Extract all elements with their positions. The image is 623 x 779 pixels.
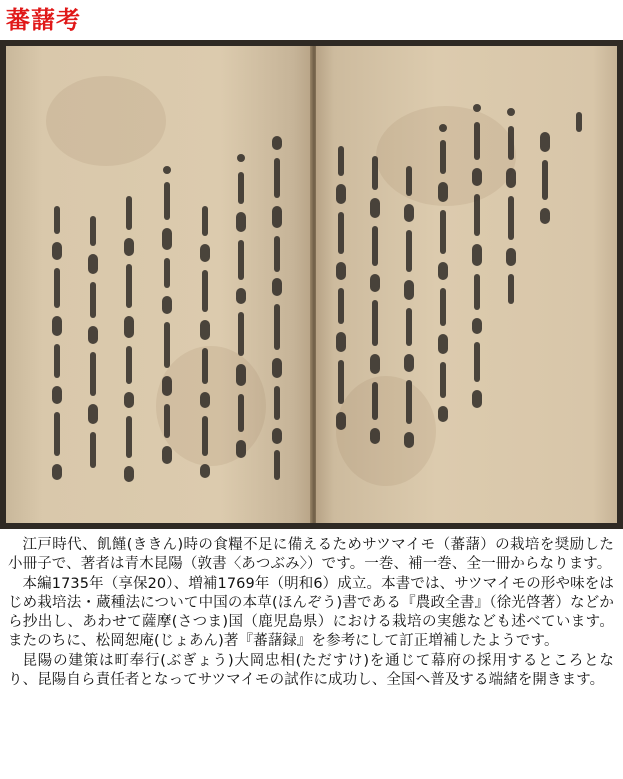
book-photo bbox=[0, 40, 623, 529]
page-title: 蕃藷考 bbox=[6, 6, 81, 34]
description-paragraph: 江戸時代、飢饉(ききん)時の食糧不足に備えるためサツマイモ（蕃藷）の栽培を奨励した小冊子で、著者は青木昆陽（敦書〈あつぶみ〉）です。一巻、補一巻、全一冊からなります。 bbox=[8, 537, 615, 573]
description-paragraph: 本編1735年（享保20）、増補1769年（明和6）成立。本書では、サツマイモの形や味をはじめ栽培法・蔵種法について中国の本草(ほんぞう)書である『農政全書』（徐光啓著）などから抄出し、あわせて薩摩(さつま)国（鹿児島県）における栽培の実態なども述べています。またのちに、松岡恕庵(じょあん)著『蕃藷録』を参考にして訂正増補したようです。 bbox=[8, 575, 614, 650]
left-page bbox=[6, 46, 312, 523]
description-paragraph: 昆陽の建策は町奉行(ぶぎょう)大岡忠相(ただすけ)を通じて幕府の採用するところとなり、昆陽自ら責任者となってサツマイモの試作に成功し、全国へ普及する端緒を開きます。 bbox=[8, 652, 614, 689]
description-text bbox=[8, 536, 614, 690]
open-book bbox=[6, 46, 617, 523]
right-page bbox=[316, 46, 617, 523]
